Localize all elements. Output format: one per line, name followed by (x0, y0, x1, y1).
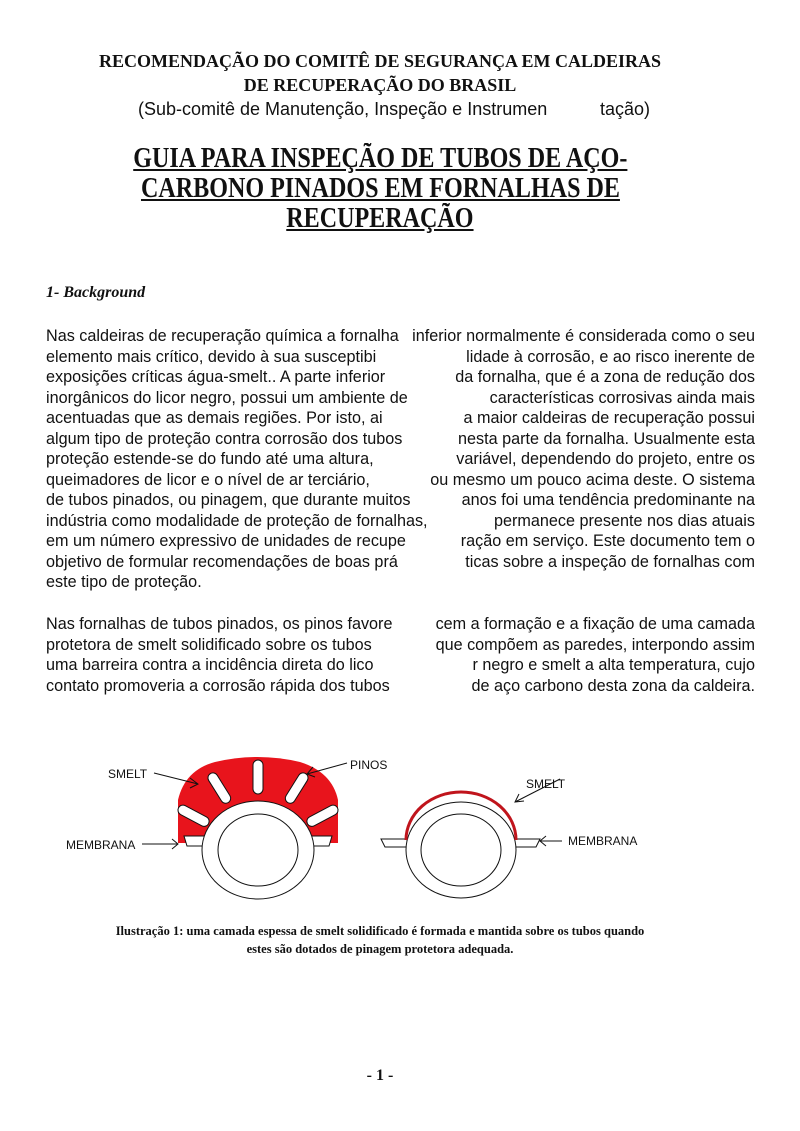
text-line-right: da fornalha, que é a zona de redução dos (455, 368, 755, 386)
text-line (46, 471, 755, 491)
tube-inner-wall (218, 814, 298, 886)
text-line-right: que compõem as paredes, interpondo assim (435, 635, 755, 654)
subtitle-part-b: tação) (600, 99, 651, 119)
caption-line-1: Ilustração 1: uma camada espessa de smelt solidificado é formada e mantida sobre os tubos quando (115, 924, 645, 938)
text-line (46, 512, 755, 532)
section-heading: 1- Background (46, 284, 146, 301)
text-line-left: Nas caldeiras de recuperação química a fornalha (46, 327, 399, 345)
text-line-left: elemento mais crítico, devido à sua susceptibi (46, 347, 377, 366)
membrane-fin-left (381, 839, 407, 847)
text-line-left: algum tipo de proteção contra corrosão dos tubos (46, 429, 403, 448)
text-line-right: cem a formação e a fixação de uma camada (435, 615, 755, 633)
text-line (46, 389, 755, 409)
membrane-fin-right (514, 839, 540, 847)
text-line-left: uma barreira contra a incidência direta do lico (46, 656, 374, 674)
text-line (46, 532, 755, 552)
text-line (46, 573, 755, 593)
text-line-left: indústria como modalidade de proteção de fornalhas, (46, 511, 428, 530)
page-number: - 1 - (366, 1067, 394, 1084)
text-line-right: lidade à corrosão, e ao risco inerente de (466, 347, 755, 366)
text-line-left: queimadores de licor e o nível de ar terciário, (46, 470, 370, 489)
text-line-left: em um número expressivo de unidades de recupe (46, 532, 406, 550)
text-line-left: objetivo de formular recomendações de boas prá (46, 552, 398, 571)
pinned-tube (176, 757, 340, 899)
text-line-right: anos foi uma tendência predominante na (461, 491, 755, 509)
text-line-right: a maior caldeiras de recuperação possui (463, 409, 755, 427)
text-line-right: características corrosivas ainda mais (489, 388, 755, 407)
caption-line-2: estes são dotados de pinagem protetora adequada. (246, 942, 514, 956)
text-line (46, 636, 755, 656)
label-pinos: PINOS (350, 758, 388, 772)
label-membrana-left: MEMBRANA (66, 838, 136, 852)
text-line-right: permanece presente nos dias atuais (494, 511, 755, 530)
text-line (46, 677, 755, 697)
header-line-1: RECOMENDAÇÃO DO COMITÊ DE SEGURANÇA EM CALDEIRAS (98, 51, 662, 71)
text-line-left: inorgânicos do licor negro, possui um ambiente de (46, 388, 408, 407)
text-line-right: inferior normalmente é considerada como o seu (412, 327, 755, 345)
text-line (46, 327, 755, 347)
text-line (46, 553, 755, 573)
title-line-3 (0, 203, 760, 235)
subtitle-part-a: (Sub-comitê de Manutenção, Inspeção e Instrumen (138, 99, 548, 119)
label-membrana-right: MEMBRANA (568, 834, 638, 848)
text-line (46, 615, 755, 635)
title-line-1 (0, 143, 760, 175)
text-line-left: proteção estende-se do fundo até uma altura, (46, 450, 374, 468)
bare-tube (381, 792, 540, 898)
text-line (46, 348, 755, 368)
text-line-right: r negro e smelt a alta temperatura, cujo (472, 656, 755, 674)
text-line (46, 409, 755, 429)
text-line (46, 430, 755, 450)
text-line-right: ticas sobre a inspeção de fornalhas com (465, 552, 755, 571)
title-text-2: CARBONO PINADOS EM FORNALHAS DE (140, 173, 620, 204)
text-line-right: ou mesmo um pouco acima deste. O sistema (430, 470, 755, 489)
title-line-2 (0, 173, 760, 205)
label-smelt-right: SMELT (526, 777, 566, 791)
title-text-3: RECUPERAÇÃO (286, 203, 474, 234)
header-line-2: DE RECUPERAÇÃO DO BRASIL (243, 75, 517, 95)
illustration (0, 740, 800, 920)
text-line-right: variável, dependendo do projeto, entre os (456, 450, 755, 468)
text-line-left: exposições críticas água-smelt.. A parte inferior (46, 368, 386, 386)
text-line (46, 368, 755, 388)
text-line-left: contato promoveria a corrosão rápida dos tubos (46, 676, 390, 695)
text-line-right: nesta parte da fornalha. Usualmente esta (458, 429, 755, 448)
text-line (46, 656, 755, 676)
text-line (46, 450, 755, 470)
label-smelt-left: SMELT (108, 767, 148, 781)
text-line-left: de tubos pinados, ou pinagem, que durante muitos (46, 491, 411, 509)
title-text-1: GUIA PARA INSPEÇÃO DE TUBOS DE AÇO- (132, 143, 628, 174)
text-line-right: de aço carbono desta zona da caldeira. (471, 676, 755, 695)
text-line (46, 491, 755, 511)
text-line-left: este tipo de proteção. (46, 573, 202, 591)
text-line-left: protetora de smelt solidificado sobre os tubos (46, 635, 372, 654)
text-line-left: Nas fornalhas de tubos pinados, os pinos favore (46, 615, 393, 633)
text-line-left: acentuadas que as demais regiões. Por isto, ai (46, 409, 383, 427)
text-line-right: ração em serviço. Este documento tem o (460, 532, 755, 550)
